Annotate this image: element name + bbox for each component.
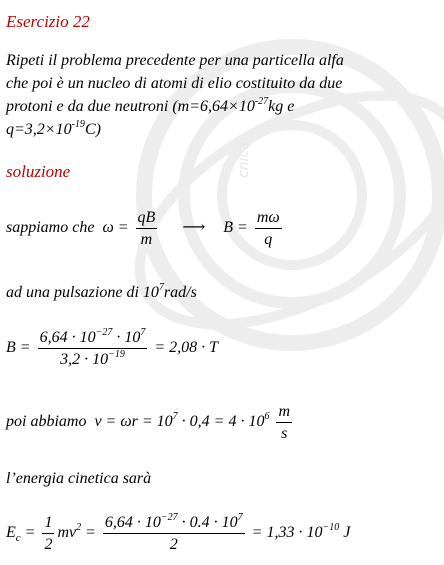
watermark-text: cnica [236,141,252,178]
exercise-title: Esercizio 22 [6,12,90,31]
step-velocity: poi abbiamo $v = \omega r = 10^7 \cdot 0,4 = 4 \cdot 10^6$ $\frac{m}{s}$ [6,403,291,442]
fraction-b-calculation: $\frac{6,64 \cdot 10^{-27} \cdot 10^7}{3,2 \cdot 10^{-19}}$ [39,327,146,368]
problem-line-3: protoni e da due neutroni ($m=6,64\times 10^{-27}kg$ e [6,96,295,115]
step-b-result: B = $\frac{6,64 \cdot 10^{-27} \cdot 10^7}{3,2 \cdot 10^{-19}}$ = 2,08 · T [6,327,219,368]
problem-line-1: Ripeti il problema precedente per una particella alfa [6,52,344,69]
fraction-one-half: $\frac{1}{2}$ [44,514,53,553]
problem-line-2: che poi è un nucleo di atomi di elio costituito da due [6,75,343,92]
problem-line-4: $q=3,2\times 10^{-19}C$) [6,119,101,138]
fraction-qb-over-m: $\frac{qB}{m}$ [137,209,156,248]
step-pulsation: ad una pulsazione di $10^7rad/s$ [6,282,197,301]
fraction-energy-calculation: $\frac{6,64 \cdot 10^{-27} \cdot 0.4 \cdot 10^7}{2}$ [104,512,243,553]
step-omega-formula: sappiamo che ω = $\frac{qB}{m}$ ⟶ B = $\frac{m\omega}{q}$ [6,209,280,248]
step-kinetic-energy-intro: l’energia cinetica sarà [6,470,152,487]
fraction-m-over-s: $\frac{m}{s}$ [278,403,291,442]
solution-heading: soluzione [6,162,71,181]
arrow-right-icon: ⟶ [182,219,206,237]
fraction-momega-over-q: $\frac{m\omega}{q}$ [256,209,280,248]
step-kinetic-energy-formula: $E_c$ = $\frac{1}{2}$ $mv^2$ = $\frac{6,64 \cdot 10^{-27} \cdot 0.4 \cdot 10^7}{2}$ = $1,33 \cdot 10^{-10}$ J [6,512,351,553]
